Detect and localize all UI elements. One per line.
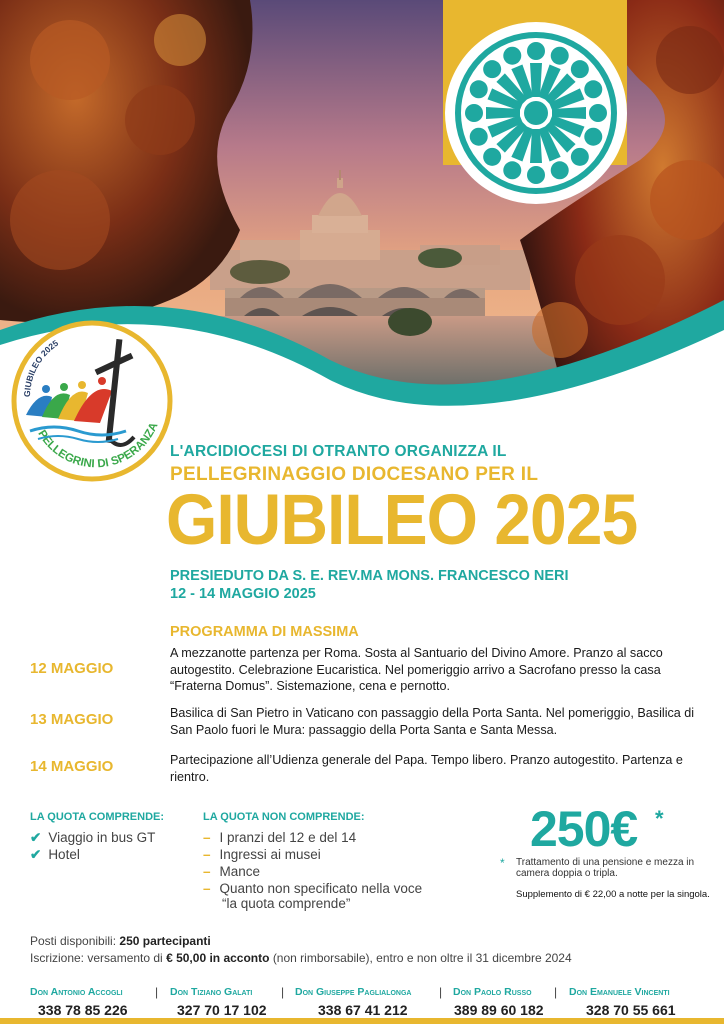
dash-icon: – (203, 830, 211, 845)
contact-separator: | (155, 985, 159, 999)
includes-item: ✔ Hotel (30, 847, 80, 862)
excludes-item: – Ingressi ai musei (203, 847, 321, 862)
contact-name-2: Don Tiziano Galati (170, 986, 253, 998)
contact-separator: | (439, 985, 443, 999)
pilgrimage-line: PELLEGRINAGGIO DIOCESANO PER IL (170, 464, 539, 485)
contact-phone-2: 327 70 17 102 (177, 1002, 267, 1018)
day-text-3: Partecipazione all’Udienza generale del Papa. Tempo libero. Pranzo autogestito. Partenza e rientro. (170, 753, 683, 784)
price-asterisk: * (655, 806, 664, 831)
excludes-title: LA QUOTA NON COMPRENDE: (203, 811, 365, 823)
price-value: 250€ (530, 801, 638, 857)
day-label-3: 14 MAGGIO (30, 758, 114, 775)
program-title: PROGRAMMA DI MASSIMA (170, 624, 359, 640)
logo-arc-top: GIUBILEO 2025 (21, 337, 61, 398)
includes-title: LA QUOTA COMPRENDE: (30, 811, 165, 823)
logo-arc-bottom: PELLEGRINI DI SPERANZA (35, 420, 161, 471)
organizer-line: L'ARCIDIOCESI DI OTRANTO ORGANIZZA IL (170, 443, 507, 460)
day-label-2: 13 MAGGIO (30, 711, 114, 728)
contact-name-5: Don Emanuele Vincenti (569, 986, 670, 998)
price-note: Trattamento di una pensione e mezza in camera doppia o tripla. (516, 857, 695, 879)
day-text-1: A mezzanotte partenza per Roma. Sosta al Santuario del Divino Amore. Pranzo al sacco autogestito. Celebrazione Eucaristica. Nel pomeriggio arrivo a Sacrofano presso la casa “Fraterna Domus”. Sistemazione, cena e pernotto. (170, 646, 663, 693)
jubilee-logo (8, 305, 176, 485)
excludes-item-continued: “la quota comprende” (222, 896, 351, 911)
available-seats: Posti disponibili: 250 partecipanti (30, 934, 211, 948)
price-supplement: Supplemento di € 22,00 a notte per la singola. (516, 889, 710, 900)
contact-phone-5: 328 70 55 661 (586, 1002, 676, 1018)
contact-name-1: Don Antonio Accogli (30, 986, 123, 998)
dash-icon: – (203, 847, 211, 862)
excludes-item: – Mance (203, 864, 261, 879)
dash-icon: – (203, 881, 211, 896)
contact-phone-4: 389 89 60 182 (454, 1002, 544, 1018)
page-title: GIUBILEO 2025 (166, 479, 638, 559)
check-icon: ✔ (30, 830, 42, 845)
event-dates: 12 - 14 MAGGIO 2025 (170, 586, 316, 602)
dash-icon: – (203, 864, 211, 879)
contact-phone-1: 338 78 85 226 (38, 1002, 128, 1018)
note-asterisk: * (500, 856, 505, 870)
includes-item: ✔ Viaggio in bus GT (30, 830, 156, 845)
day-text-2: Basilica di San Pietro in Vaticano con passaggio della Porta Santa. Nel pomeriggio, Basilica di San Paolo fuori le Mura: passaggio della Porta Santa e Santa Messa. (170, 706, 695, 737)
bottom-gold-bar (0, 1018, 724, 1024)
check-icon: ✔ (30, 847, 42, 862)
rose-window-badge (445, 22, 627, 204)
contact-separator: | (554, 985, 558, 999)
contact-name-4: Don Paolo Russo (453, 986, 532, 998)
contact-phone-3: 338 67 41 212 (318, 1002, 408, 1018)
jubilee-logo-graphic (8, 305, 176, 485)
excludes-item: – I pranzi del 12 e del 14 (203, 830, 357, 845)
rose-window-icon (445, 22, 627, 204)
presided-line: PRESIEDUTO DA S. E. REV.MA MONS. FRANCESCO NERI (170, 568, 569, 584)
registration-info: Iscrizione: versamento di € 50,00 in acconto (non rimborsabile), entro e non oltre il 31 dicembre 2024 (30, 951, 572, 965)
contact-name-3: Don Giuseppe Paglialonga (295, 986, 412, 998)
day-label-1: 12 MAGGIO (30, 660, 114, 677)
excludes-item: – Quanto non specificato nella voce (203, 881, 423, 896)
contact-separator: | (281, 985, 285, 999)
